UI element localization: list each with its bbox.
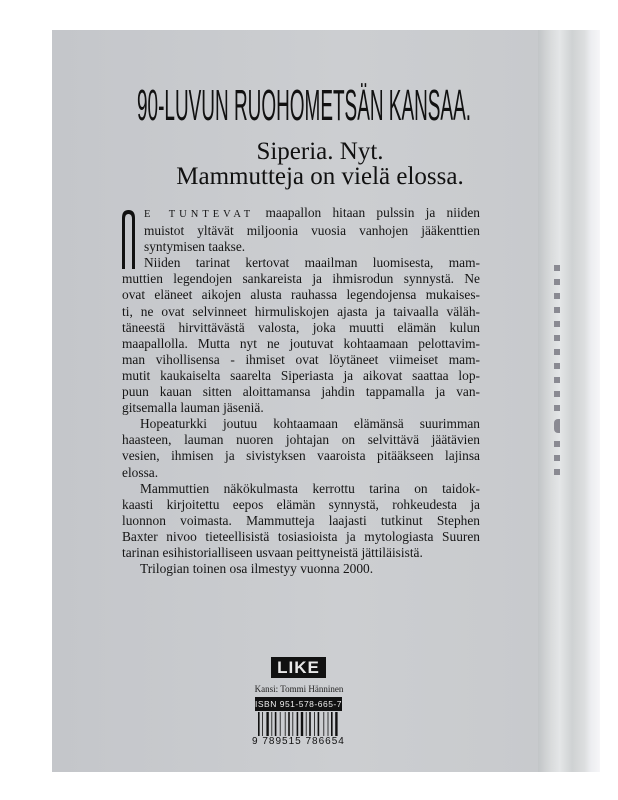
barcode-bar	[262, 712, 263, 736]
spine-title-marks	[554, 265, 560, 483]
barcode-bar	[275, 712, 277, 736]
blurb-line: E TUNTEVAT maapallon hitaan pulssin ja niiden	[144, 205, 480, 220]
blurb-line: Hopeaturkki joutuu kohtaamaan elämänsä suurimman	[140, 416, 480, 432]
blurb-line: elossa.	[122, 464, 159, 480]
subtitle-line-1: Siperia. Nyt.	[256, 138, 384, 165]
blurb-line: Baxter nivoo tieteellisistä tosiasioista ja mytologiasta Suuren	[122, 528, 480, 544]
barcode-bar	[328, 712, 329, 736]
barcode-bar	[288, 712, 290, 736]
blurb-line: muistot yltävät miljoonia vuosia vanhojen jääkenttien	[144, 223, 480, 239]
isbn-label: ISBN 951-578-665-7	[255, 699, 342, 709]
blurb-line: täneestä hirvittävästä valosta, joka muutti elämän kulun	[122, 319, 480, 335]
barcode-bar	[335, 712, 337, 736]
barcode-bar	[292, 712, 293, 736]
barcode-bar	[258, 712, 260, 736]
blurb-line: Niiden tarinat kertovat maailman luomisesta, mam-	[144, 255, 480, 271]
blurb-line: man vihollisensa - ihmiset ovat löytäneet viimeiset mam-	[122, 351, 480, 367]
barcode-bar	[306, 712, 307, 736]
blurb-line: mutit kaukaiselta saarelta Siperiasta ja aikovat saattaa lop-	[122, 367, 480, 383]
barcode-bar	[314, 712, 315, 736]
blurb-line: tarinan esihistorialliseen usvaan peittyneistä jättiläisistä.	[122, 544, 423, 560]
barcode-bar	[271, 712, 272, 736]
blurb-line: Trilogian toinen osa ilmestyy vuonna 2000.	[140, 561, 374, 577]
blurb-line: haasteen, lauman nuoren johtajan on selvittävä jäätävien	[122, 432, 480, 448]
barcode-bar	[301, 712, 303, 736]
blurb-line: ovat eläneet aikojen alusta rauhassa legendojensa mukaises-	[122, 287, 480, 303]
blurb-line: luonnon voimasta. Mammutteja laajasti tutkinut Stephen	[122, 512, 480, 528]
headline	[135, 80, 475, 126]
subtitle-line-2: Mammutteja on vielä elossa.	[176, 163, 464, 190]
blurb-line: muttien legendojen sankareista ja ihmisrodun synnystä. Ne	[122, 271, 480, 287]
blurb-line: gitsemalla lauman jäseniä.	[122, 400, 264, 416]
blurb-line: puun kauan sitten aloittamansa jahdin tappamalla ja van-	[122, 384, 480, 400]
blurb-line: vesien, ihmisen ja sivistyksen vaaroista pitääkseen lajinsa	[122, 448, 480, 464]
barcode-bar	[323, 712, 324, 736]
publisher-logo: LIKE	[271, 657, 326, 678]
blurb-line: kaasti kirjoitettu eepos elämän synnystä, rohkeudesta ja	[122, 496, 480, 512]
barcode-bar	[266, 712, 268, 736]
book-spine	[538, 30, 600, 772]
blurb	[122, 205, 480, 577]
barcode-bar	[309, 712, 311, 736]
barcode-bar	[285, 712, 286, 736]
barcode	[258, 712, 340, 736]
blurb-line: maapallolla. Mutta nyt ne joutuvat kohtaamaan pelottavim-	[122, 335, 480, 351]
blurb-line: ti, ne ovat selvinneet hirmuliskojen ajasta ja taivaalla väläh-	[122, 303, 480, 319]
blurb-line: Mammuttien näkökulmasta kerrottu tarina on taidok-	[140, 480, 480, 496]
barcode-bar	[318, 712, 320, 736]
headline-text: 90-LUVUN RUOHOMETSÄN KANSAA.	[137, 81, 471, 126]
barcode-bar	[331, 712, 333, 736]
cover-credit: Kansi: Tommi Hänninen	[254, 684, 344, 694]
barcode-bar	[297, 712, 299, 736]
ean-number: 9 789515 786654	[252, 736, 345, 747]
blurb-line: syntymisen taakse.	[144, 239, 246, 255]
barcode-bar	[280, 712, 281, 736]
